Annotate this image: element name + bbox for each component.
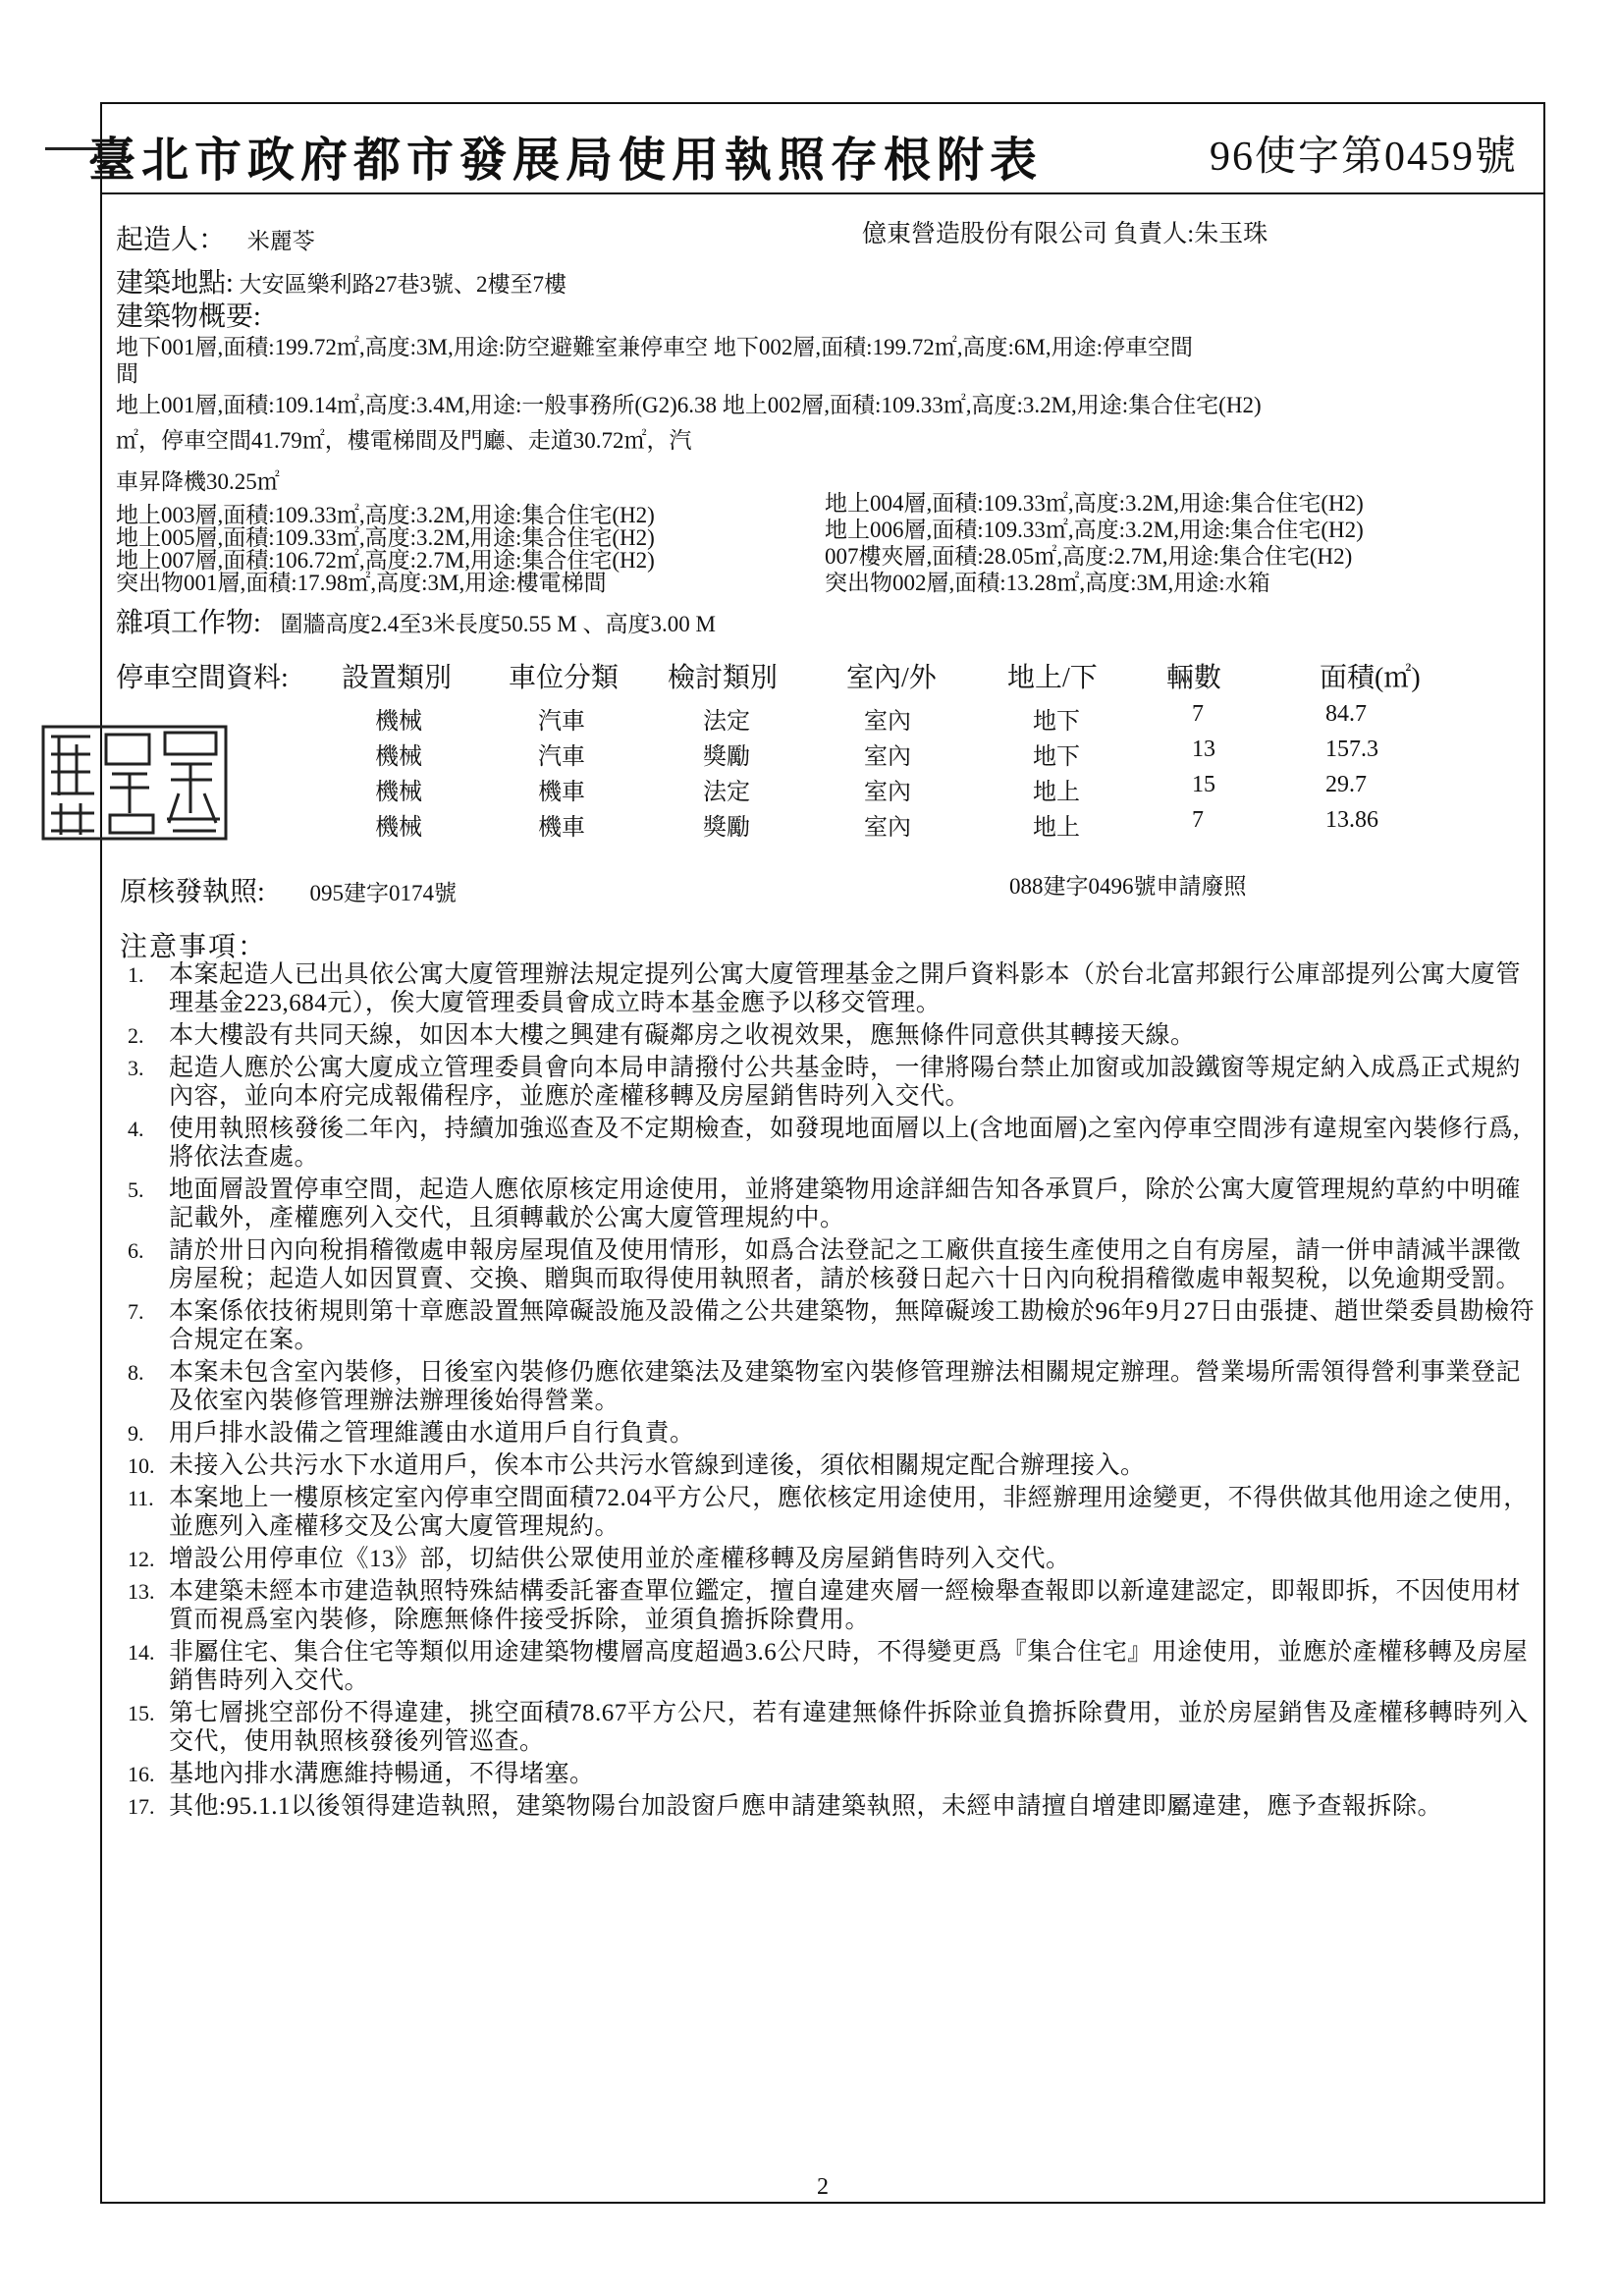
overview-label: 建築物概要: [116, 301, 261, 332]
note-item [128, 1638, 1541, 1695]
parking-cell: 室內 [864, 709, 911, 735]
floor-left: 地上005層,面積:109.33㎡,高度:3.2M,用途:集合住宅(H2) [116, 525, 655, 550]
note-number: 14. [128, 1640, 155, 1665]
parking-cell: 室內 [864, 744, 911, 770]
note-item [128, 1792, 1541, 1821]
note-number: 9. [128, 1421, 144, 1446]
original-permit-label: 原核發執照: [120, 877, 265, 907]
parking-cell: 地上 [1033, 815, 1080, 841]
parking-cell: 機械 [375, 709, 422, 735]
applicant-name: 米麗苓 [246, 229, 315, 253]
page-number: 2 [817, 2174, 829, 2200]
official-seal-stamp [41, 725, 228, 841]
note-number: 2. [128, 1023, 144, 1048]
note-item [128, 1297, 1541, 1354]
note-item [128, 1484, 1541, 1541]
overview-line: 車昇降機30.25㎡ [116, 469, 280, 494]
parking-header: 車位分類 [509, 663, 620, 693]
note-text: 其他:95.1.1以後領得建造執照，建築物陽台加設窗戶應申請建築執照，未經申請擅自增建即屬違建，應予查報拆除。 [169, 1793, 1442, 1820]
contractor: 億東營造股份有限公司 負責人:朱玉珠 [862, 221, 1268, 247]
note-text: 本大樓設有共同天線，如因本大樓之興建有礙鄰房之收視效果，應無條件同意供其轉接天線。 [169, 1022, 1196, 1049]
note-number: 15. [128, 1701, 155, 1725]
note-text: 未接入公共污水下水道用戶，俟本市公共污水管線到達後，須依相關規定配合辦理接入。 [169, 1452, 1146, 1479]
floor-right: 地上004層,面積:109.33㎡,高度:3.2M,用途:集合住宅(H2) [825, 491, 1364, 516]
note-number: 16. [128, 1762, 155, 1786]
overview-line: 地上001層,面積:109.14㎡,高度:3.4M,用途:一般事務所(G2)6.38 地上002層,面積:109.33㎡,高度:3.2M,用途:集合住宅(H2) [116, 393, 1262, 417]
parking-cell: 獎勵 [703, 815, 750, 841]
parking-cell: 機車 [538, 780, 585, 805]
parking-cell: 84.7 [1325, 701, 1367, 727]
parking-cell: 法定 [703, 709, 750, 735]
site-label: 建築地點: [116, 268, 234, 299]
note-number: 6. [128, 1238, 144, 1263]
note-item [128, 1419, 1541, 1448]
parking-cell: 157.3 [1325, 737, 1378, 762]
note-item [128, 1021, 1541, 1050]
notes-list [128, 960, 1541, 1825]
parking-cell: 機械 [375, 815, 422, 841]
note-item [128, 1545, 1541, 1573]
parking-cell: 機械 [375, 744, 422, 770]
note-text: 基地內排水溝應維持暢通，不得堵塞。 [169, 1761, 595, 1787]
note-text: 起造人應於公寓大廈成立管理委員會向本局申請撥付公共基金時，一律將陽台禁止加窗或加設鐵窗等規定納入成爲正式規約內容，並向本府完成報備程序，並應於產權移轉及房屋銷售時列入交代。 [169, 1055, 1522, 1110]
parking-cell: 7 [1192, 701, 1204, 727]
note-text: 本案地上一樓原核定室內停車空間面積72.04平方公尺，應依核定用途使用，非經辦理用途變更，不得供做其他用途之使用，並應列入產權移交及公寓大廈管理規約。 [169, 1485, 1529, 1540]
parking-header: 面積(㎡) [1320, 663, 1421, 693]
parking-cell: 地上 [1033, 780, 1080, 805]
misc-label: 雜項工作物: [116, 608, 261, 638]
site-address: 大安區樂利路27巷3號、2樓至7樓 [239, 272, 567, 297]
misc-text: 圍牆高度2.4至3米長度50.55 M 、高度3.00 M [280, 612, 716, 636]
parking-cell: 13 [1192, 737, 1215, 762]
note-item [128, 1115, 1541, 1172]
note-item [128, 960, 1541, 1017]
note-number: 5. [128, 1177, 144, 1202]
parking-cell: 機械 [375, 780, 422, 805]
note-text: 地面層設置停車空間，起造人應依原核定用途使用，並將建築物用途詳細告知各承買戶，除於公寓大廈管理規約草約中明確記載外，產權應列入交代，且須轉載於公寓大廈管理規約中。 [169, 1176, 1522, 1231]
note-text: 非屬住宅、集合住宅等類似用途建築物樓層高度超過3.6公尺時，不得變更爲『集合住宅』用途使用，並應於產權移轉及房屋銷售時列入交代。 [169, 1639, 1529, 1694]
parking-cell: 29.7 [1325, 772, 1367, 797]
note-number: 4. [128, 1117, 144, 1141]
note-number: 8. [128, 1360, 144, 1385]
note-item [128, 1760, 1541, 1788]
note-item [128, 1236, 1541, 1293]
note-text: 本建築未經本市建造執照特殊結構委託審查單位鑑定，擅自違建夾層一經檢舉查報即以新違建認定，即報即拆，不因使用材質而視爲室內裝修，除應無條件接受拆除，並須負擔拆除費用。 [169, 1578, 1522, 1633]
note-item [128, 1577, 1541, 1634]
original-permit-value: 095建字0174號 [309, 881, 458, 905]
note-text: 本案起造人已出具依公寓大廈管理辦法規定提列公寓大廈管理基金之開戶資料影本（於台北富邦銀行公庫部提列公寓大廈管理基金223,684元），俟大廈管理委員會成立時本基金應予以移交管理。 [169, 961, 1522, 1016]
misc-row [116, 608, 716, 638]
parking-cell: 汽車 [538, 744, 585, 770]
parking-header: 室內/外 [846, 663, 937, 693]
parking-cell: 地下 [1033, 744, 1080, 770]
note-number: 1. [128, 962, 144, 987]
permit-number: 96使字第0459號 [1209, 135, 1518, 180]
original-permit-row [120, 877, 458, 907]
parking-header: 輛數 [1166, 663, 1222, 693]
overview-line: 地下001層,面積:199.72㎡,高度:3M,用途:防空避難室兼停車空 地下002層,面積:199.72㎡,高度:6M,用途:停車空間 [116, 335, 1193, 359]
floor-left: 地上007層,面積:106.72㎡,高度:2.7M,用途:集合住宅(H2) [116, 548, 655, 573]
overview-line: 間 [116, 361, 138, 386]
parking-cell: 獎勵 [703, 744, 750, 770]
floor-right: 突出物002層,面積:13.28㎡,高度:3M,用途:水箱 [825, 571, 1270, 595]
note-item [128, 1358, 1541, 1415]
parking-cell: 7 [1192, 807, 1204, 833]
document-title: 臺北市政府都市發展局使用執照存根附表 [88, 135, 1044, 187]
note-number: 12. [128, 1547, 155, 1571]
note-number: 3. [128, 1056, 144, 1080]
note-text: 本案係依技術規則第十章應設置無障礙設施及設備之公共建築物，無障礙竣工勘檢於96年9月27日由張捷、趙世榮委員勘檢符合規定在案。 [169, 1298, 1536, 1353]
note-number: 17. [128, 1794, 155, 1819]
note-item [128, 1451, 1541, 1480]
title-divider [100, 192, 1545, 194]
note-text: 增設公用停車位《13》部，切結供公眾使用並於產權移轉及房屋銷售時列入交代。 [169, 1546, 1071, 1572]
note-text: 請於卅日內向稅捐稽徵處申報房屋現值及使用情形，如爲合法登記之工廠供直接生產使用之自有房屋，請一併申請減半課徵房屋稅；起造人如因買賣、交換、贈與而取得使用執照者，請於核發日起六十日內向稅捐稽徵處申報契稅，以免逾期受罰。 [169, 1237, 1522, 1292]
parking-cell: 室內 [864, 780, 911, 805]
note-text: 第七層挑空部份不得違建，挑空面積78.67平方公尺，若有違建無條件拆除並負擔拆除費用，並於房屋銷售及產權移轉時列入交代，使用執照核發後列管巡查。 [169, 1700, 1529, 1755]
parking-label: 停車空間資料: [116, 663, 289, 693]
parking-header: 地上/下 [1007, 663, 1098, 693]
note-item [128, 1175, 1541, 1232]
note-number: 13. [128, 1579, 155, 1604]
parking-header: 檢討類別 [668, 663, 779, 693]
note-text: 本案未包含室內裝修，日後室內裝修仍應依建築法及建築物室內裝修管理辦法相關規定辦理。營業場所需領得營利事業登記及依室內裝修管理辦法辦理後始得營業。 [169, 1359, 1522, 1414]
notes-title: 注意事項： [120, 932, 268, 962]
parking-cell: 法定 [703, 780, 750, 805]
floor-left: 地上003層,面積:109.33㎡,高度:3.2M,用途:集合住宅(H2) [116, 503, 655, 527]
floor-right: 地上006層,面積:109.33㎡,高度:3.2M,用途:集合住宅(H2) [825, 518, 1364, 542]
floor-left: 突出物001層,面積:17.98㎡,高度:3M,用途:樓電梯間 [116, 571, 607, 595]
note-text: 用戶排水設備之管理維護由水道用戶自行負責。 [169, 1420, 695, 1447]
parking-cell: 機車 [538, 815, 585, 841]
note-item [128, 1699, 1541, 1756]
parking-header: 設置類別 [342, 663, 453, 693]
parking-cell: 13.86 [1325, 807, 1378, 833]
note-item [128, 1054, 1541, 1111]
note-number: 11. [128, 1486, 154, 1510]
floor-right: 007樓夾層,面積:28.05㎡,高度:2.7M,用途:集合住宅(H2) [825, 544, 1353, 569]
parking-cell: 汽車 [538, 709, 585, 735]
site-row [116, 268, 567, 299]
note-number: 7. [128, 1299, 144, 1324]
note-number: 10. [128, 1453, 155, 1478]
parking-cell: 15 [1192, 772, 1215, 797]
applicant-row [116, 225, 315, 255]
parking-cell: 室內 [864, 815, 911, 841]
revoked-permit-note: 088建字0496號申請廢照 [1009, 874, 1247, 899]
parking-cell: 地下 [1033, 709, 1080, 735]
applicant-label: 起造人： [116, 225, 227, 255]
note-text: 使用執照核發後二年內，持續加強巡查及不定期檢查，如發現地面層以上(含地面層)之室內停車空間涉有違規室內裝修行爲,將依法查處。 [169, 1116, 1520, 1171]
overview-line: ㎡，停車空間41.79㎡，樓電梯間及門廳、走道30.72㎡，汽 [116, 428, 692, 453]
